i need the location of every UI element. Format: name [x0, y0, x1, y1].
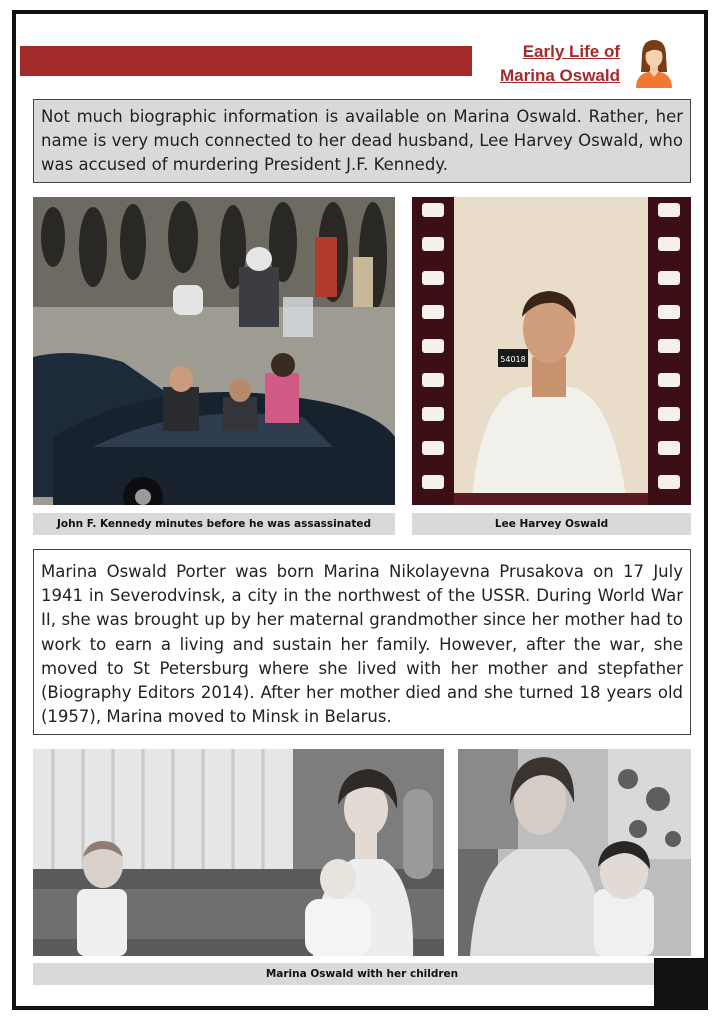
jfk-photo-caption: John F. Kennedy minutes before he was assassinated: [33, 513, 395, 535]
title-line-1: Early Life of: [522, 42, 620, 61]
oswald-photo-caption: Lee Harvey Oswald: [412, 513, 691, 535]
corner-decoration: [654, 958, 704, 1008]
jfk-motorcade-photo: [33, 197, 395, 505]
marina-children-photo-right: [458, 749, 691, 956]
intro-text-box: Not much biographic information is available on Marina Oswald. Rather, her name is very much connected to her dead husband, Lee Harvey Oswald, who was accused of murdering President J.F. Kennedy.: [33, 99, 691, 183]
main-text-box: Marina Oswald Porter was born Marina Nikolayevna Prusakova on 17 July 1941 in Severodvinsk, a city in the northwest of the USSR. During World War II, she was brought up by her maternal grandmother since her mother had to work to earn a living and sustain her family. However, after the war, she moved to St Petersburg where she lived with her mother and stepfather (Biography Editors 2014). After her mother died and she turned 18 years old (1957), Marina moved to Minsk in Belarus.: [33, 549, 691, 735]
placard-number: 54018: [500, 355, 526, 364]
title-line-2: Marina Oswald: [500, 66, 620, 85]
marina-children-caption: Marina Oswald with her children: [33, 963, 691, 985]
marina-children-photo-left: [33, 749, 444, 956]
page-title: [478, 40, 620, 88]
lee-harvey-oswald-photo: [412, 197, 691, 505]
title-bar: [20, 46, 472, 76]
woman-avatar-icon: [632, 36, 676, 88]
